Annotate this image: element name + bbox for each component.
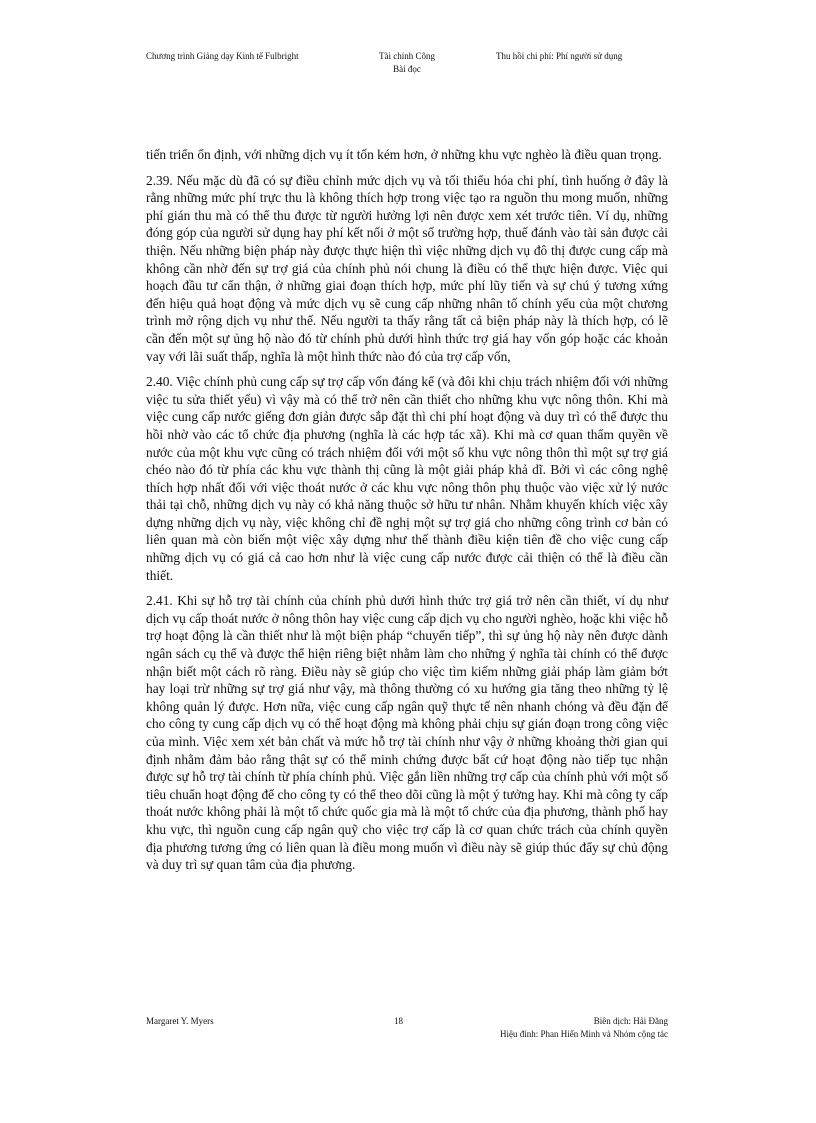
footer-translator: Biên dịch: Hải Đăng [593, 1016, 668, 1026]
paragraph-2-40: 2.40. Việc chính phủ cung cấp sự trợ cấp vốn đáng kể (và đôi khi chịu trách nhiệm đối với những việc tu sửa thiết yếu) vì vậy mà có thể trở nên cần thiết cho những khu vực nông thôn. Khi mà việc cung cấp nước giếng đơn giản được sắp đặt thì chi phí hoạt động và duy trì có thể được thu hồi nhờ vào các tổ chức địa phương (nghĩa là các hợp tác xã). Khi mà cơ quan thẩm quyền về nước của một khu vực cũng có trách nhiệm đối với một số khu vực nông thôn thì một sự trợ giá chéo nào đó từ phía các khu vực thành thị cũng là một giải pháp khả dĩ. Bởi vì các công nghệ thích hợp nhất đối với việc thoát nước ở các khu vực nông thôn phụ thuộc vào việc xử lý nước thải tại chỗ, những dịch vụ này có khả năng thuộc sở hữu tư nhân. Nhằm khuyến khích việc xây dựng những dịch vụ này, việc không chỉ đề nghị một sự trợ giá cho những công trình cơ bản có liên quan mà còn biến một việc xây dựng như thế thành điều kiện tiên đề cho việc cung cấp những dịch vụ có giá cả cao hơn như là việc cung cấp nước được cải thiện có thể là điều cần thiết. [146, 374, 668, 583]
page-header [146, 50, 666, 90]
header-course [372, 50, 442, 76]
header-chapter-title: Thu hồi chi phí: Phí người sử dụng [496, 51, 623, 61]
header-program: Chương trình Giảng dạy Kinh tế Fulbright [146, 51, 299, 61]
footer-author: Margaret Y. Myers [146, 1016, 214, 1026]
footer-editor: Hiệu đính: Phan Hiển Minh và Nhóm cộng tác [500, 1029, 668, 1039]
page-footer [146, 1015, 668, 1065]
paragraph-2-41: 2.41. Khi sự hỗ trợ tài chính của chính phủ dưới hình thức trợ giá trở nên cần thiết, ví dụ như dịch vụ cấp thoát nước ở nông thôn hay việc cung cấp dịch vụ cho người nghèo, hoặc khi việc hỗ trợ hoạt động là cần thiết như là một biện pháp “chuyển tiếp”, thì sự ủng hộ này nên được dành ngân sách cụ thể và được thể hiện riêng biệt nhằm làm cho những ý nghĩa tài chính có thể được nhận biết một cách rõ ràng. Điều này sẽ giúp cho việc tìm kiếm những giải pháp làm giảm bớt hay loại trừ những sự trợ giá như vậy, mà thông thường có xu hướng gia tăng theo những tỷ lệ không quản lý được. Hơn nữa, việc cung cấp ngân quỹ thực tế nên nhanh chóng và đều đặn để cho công ty cung cấp dịch vụ có thể hoạt động mà không phải chịu sự gián đoạn trong công việc của mình. Việc xem xét bản chất và mức hỗ trợ tài chính như vậy ở những khoảng thời gian qui định nhằm đảm bảo rằng thật sự có thể minh chứng được bất cứ hoạt động nào tiếp tục nhận được sự hỗ trợ tài chính từ phía chính phủ. Việc gắn liền những trợ cấp của chính phủ với một số tiêu chuẩn hoạt động để cho công ty có thể theo dõi cũng là một ý tưởng hay. Khi mà công ty cấp thoát nước không phải là một tổ chức quốc gia mà là một tổ chức của địa phương, thành phố hay khu vực, thì nguồn cung cấp ngân quỹ cho việc trợ cấp là cơ quan chức trách của chính quyền địa phương tương ứng có liên quan là điều mong muốn vì điều này sẽ giúp thúc đẩy sự chủ động và duy trì sự quan tâm của địa phương. [146, 593, 668, 873]
footer-credits [468, 1015, 668, 1041]
paragraph-2-39: 2.39. Nếu mặc dù đã có sự điều chỉnh mức dịch vụ và tối thiểu hóa chi phí, tình huống ở đây là rằng những mức phí trực thu là không thích hợp trong việc tạo ra nguồn thu mong muốn, những phí gián thu mà có thể thu được từ người hưởng lợi nên được xem xét trước tiên. Ví dụ, những đóng góp của người sử dụng hay phí kết nối ở một số trường hợp, thuế đánh vào tài sản được cải thiện. Nếu những biện pháp này được thực hiện thì việc những dịch vụ đô thị được cung cấp mà không cần nhờ đến sự trợ giá của chính phủ nói chung là điều có thể thực hiện được. Việc qui hoạch đầu tư cẩn thận, ở những giai đoạn thích hợp, mức phí lũy tiến và sự chú ý tương xứng đến hiệu quả hoạt động và mức dịch vụ sẽ cung cấp những nhân tố chính yếu của một chương trình mở rộng dịch vụ như thế. Nếu người ta thấy rằng tất cả biện pháp này là thích hợp, có lẽ cần đến một sự ủng hộ nào đó từ chính phủ dưới hình thức trợ giá hay vốn góp hoặc các khoản vay với lãi suất thấp, nghĩa là một hình thức nào đó của trợ cấp vốn, [146, 172, 668, 364]
header-course-subtitle: Bài đọc [393, 64, 421, 74]
paragraph-continuation: tiến triển ổn định, với những dịch vụ ít tốn kém hơn, ở những khu vực nghèo là điều quan trọng. [146, 147, 662, 162]
page-number: 18 [394, 1016, 403, 1026]
header-course-title: Tài chính Công [379, 51, 435, 61]
document-body [146, 146, 668, 882]
